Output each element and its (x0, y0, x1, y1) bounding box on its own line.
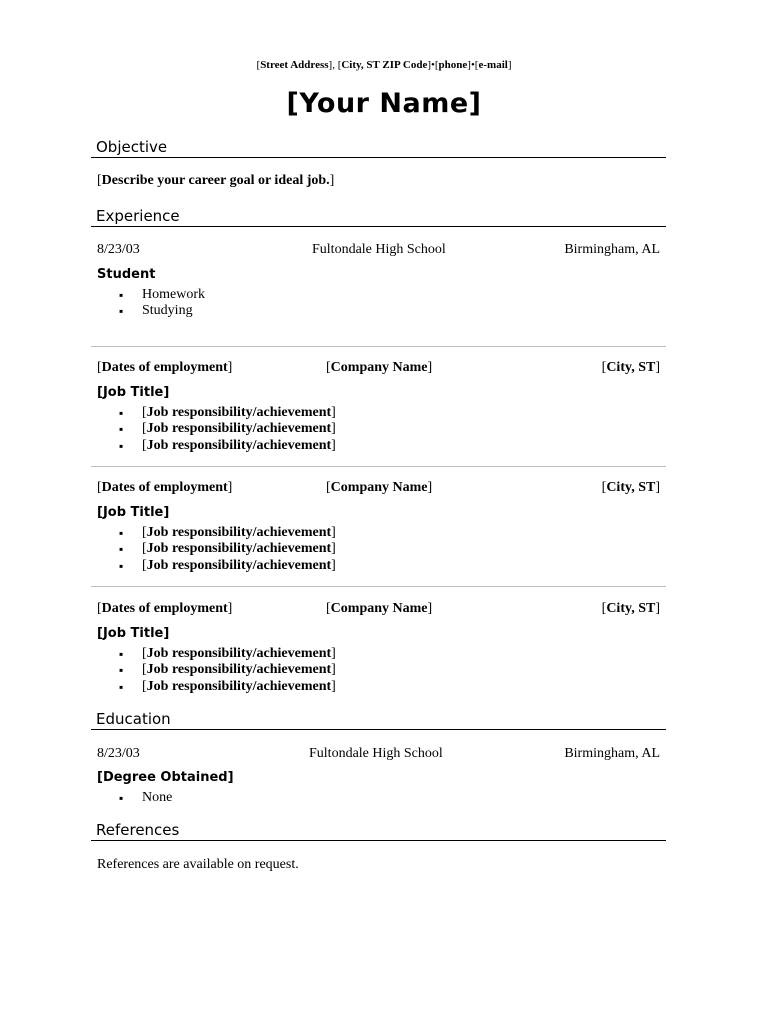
list-item: ▪ Homework (119, 287, 205, 303)
city-placeholder: [City, ST] (601, 480, 660, 495)
divider (91, 466, 666, 467)
bracket: [ (256, 59, 261, 71)
education-heading: Education (91, 709, 666, 730)
list-item: ▪ [Job responsibility/achievement] (119, 541, 336, 557)
job-row (97, 242, 660, 260)
city-placeholder: [City, ST] (601, 601, 660, 616)
company-name-placeholder: [Company Name] (326, 360, 433, 375)
separator: ]•[ (467, 59, 479, 71)
degree-title: [Degree Obtained] (97, 770, 234, 785)
bracket: ] (507, 59, 512, 71)
company-name-placeholder: [Company Name] (326, 601, 433, 616)
list-item: ▪ Studying (119, 303, 205, 319)
objective-placeholder: Describe your career goal or ideal job. (101, 173, 330, 188)
job-date: 8/23/03 (97, 242, 140, 257)
job-title-placeholder: [Job Title] (97, 626, 170, 641)
job-dates-placeholder: [Dates of employment] (97, 360, 233, 375)
list-item: ▪ [Job responsibility/achievement] (119, 525, 336, 541)
job-duties-list (119, 525, 336, 574)
references-heading: References (91, 820, 666, 841)
job-location: Birmingham, AL (564, 242, 660, 257)
education-row (97, 746, 660, 764)
city-placeholder: [City, ST] (601, 360, 660, 375)
references-text: References are available on request. (97, 857, 299, 872)
list-item: ▪ None (119, 790, 172, 806)
job-duties-list (119, 287, 205, 320)
company-name-placeholder: [Company Name] (326, 480, 433, 495)
bracket: ] (329, 173, 335, 188)
objective-text (97, 173, 334, 189)
job-duties-list (119, 646, 336, 695)
your-name: [Your Name] (286, 88, 482, 119)
education-school: Fultondale High School (309, 746, 443, 761)
city-zip: City, ST ZIP Code (341, 59, 428, 71)
bracket: [ (97, 173, 102, 188)
email: e-mail (478, 59, 508, 71)
list-item: ▪ [Job responsibility/achievement] (119, 646, 336, 662)
job-title: Student (97, 267, 156, 282)
divider (91, 586, 666, 587)
job-title-placeholder: [Job Title] (97, 385, 170, 400)
experience-heading: Experience (91, 206, 666, 227)
job-title-placeholder: [Job Title] (97, 505, 170, 520)
job-row (97, 601, 660, 619)
job-row (97, 360, 660, 378)
phone: phone (438, 59, 468, 71)
job-dates-placeholder: [Dates of employment] (97, 480, 233, 495)
list-item: ▪ [Job responsibility/achievement] (119, 679, 336, 695)
job-row (97, 480, 660, 498)
education-date: 8/23/03 (97, 746, 140, 761)
objective-heading: Objective (91, 137, 666, 158)
list-item: ▪ [Job responsibility/achievement] (119, 438, 336, 454)
separator: ]•[ (427, 59, 439, 71)
education-location: Birmingham, AL (564, 746, 660, 761)
job-company: Fultondale High School (312, 242, 446, 257)
list-item: ▪ [Job responsibility/achievement] (119, 421, 336, 437)
job-dates-placeholder: [Dates of employment] (97, 601, 233, 616)
contact-line (0, 59, 768, 71)
street-address: Street Address (260, 59, 329, 71)
bracket: ], [ (328, 59, 342, 71)
list-item: ▪ [Job responsibility/achievement] (119, 558, 336, 574)
job-duties-list (119, 405, 336, 454)
divider (91, 346, 666, 347)
list-item: ▪ [Job responsibility/achievement] (119, 662, 336, 678)
education-list (119, 790, 172, 806)
list-item: ▪ [Job responsibility/achievement] (119, 405, 336, 421)
